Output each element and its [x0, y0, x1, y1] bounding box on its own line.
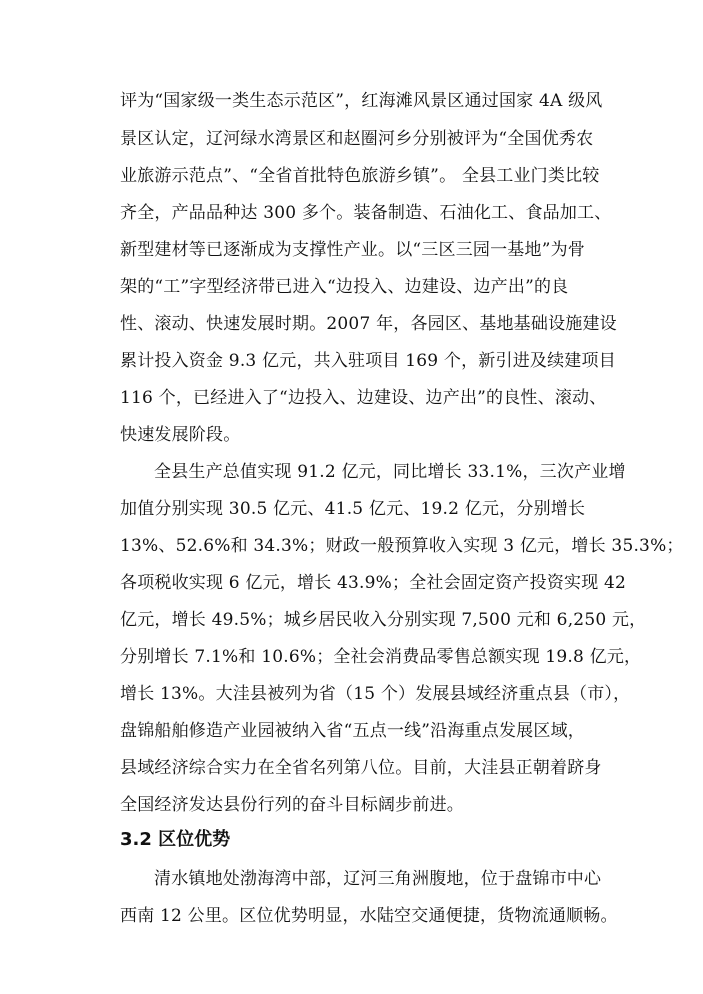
text-line: 116 个，已经进入了“边投入、边建设、边产出”的良性、滚动、 [120, 388, 607, 408]
text-line: 加值分别实现 30.5 亿元、41.5 亿元、19.2 亿元，分别增长 [120, 499, 586, 519]
text-line: 景区认定，辽河绿水湾景区和赵圈河乡分别被评为“全国优秀农 [120, 129, 594, 149]
text-line: 架的“工”字型经济带已进入“边投入、边建设、边产出”的良 [120, 277, 569, 297]
text-line: 性、滚动、快速发展时期。2007 年，各园区、基地基础设施建设 [120, 314, 617, 334]
text-line: 快速发展阶段。 [120, 425, 241, 445]
text-line: 亿元，增长 49.5%；城乡居民收入分别实现 7,500 元和 6,250 元， [120, 610, 647, 630]
text-line: 各项税收实现 6 亿元，增长 43.9%；全社会固定资产投资实现 42 [120, 573, 627, 593]
text-line: 齐全，产品品种达 300 多个。装备制造、石油化工、食品加工、 [120, 203, 612, 223]
text-line: 全县生产总值实现 91.2 亿元，同比增长 33.1%，三次产业增 [154, 462, 626, 482]
text-line: 业旅游示范点”、“全省首批特色旅游乡镇”。 全县工业门类比较 [120, 166, 600, 186]
text-line: 全国经济发达县份行列的奋斗目标阔步前进。 [120, 795, 464, 815]
text-line: 分别增长 7.1%和 10.6%；全社会消费品零售总额实现 19.8 亿元， [120, 647, 642, 667]
section-heading: 3.2 区位优势 [120, 829, 231, 850]
text-line: 新型建材等已逐渐成为支撑性产业。以“三区三园一基地”为骨 [120, 240, 585, 260]
text-line: 累计投入资金 9.3 亿元，共入驻项目 169 个，新引进及续建项目 [120, 351, 616, 371]
text-line: 清水镇地处渤海湾中部，辽河三角洲腹地，位于盘锦市中心 [154, 869, 602, 889]
text-line: 评为“国家级一类生态示范区”，红海滩风景区通过国家 4A 级风 [120, 91, 603, 111]
text-line: 西南 12 公里。区位优势明显，水陆空交通便捷，货物流通顺畅。 [120, 906, 618, 926]
text-line: 盘锦船舶修造产业园被纳入省“五点一线”沿海重点发展区域， [120, 721, 585, 741]
text-line: 13%、52.6%和 34.3%；财政一般预算收入实现 3 亿元，增长 35.3%； [120, 536, 684, 556]
text-line: 增长 13%。大洼县被列为省（15 个）发展县域经济重点县（市）， [120, 684, 631, 704]
text-line: 县域经济综合实力在全省名列第八位。目前，大洼县正朝着跻身 [120, 758, 602, 778]
